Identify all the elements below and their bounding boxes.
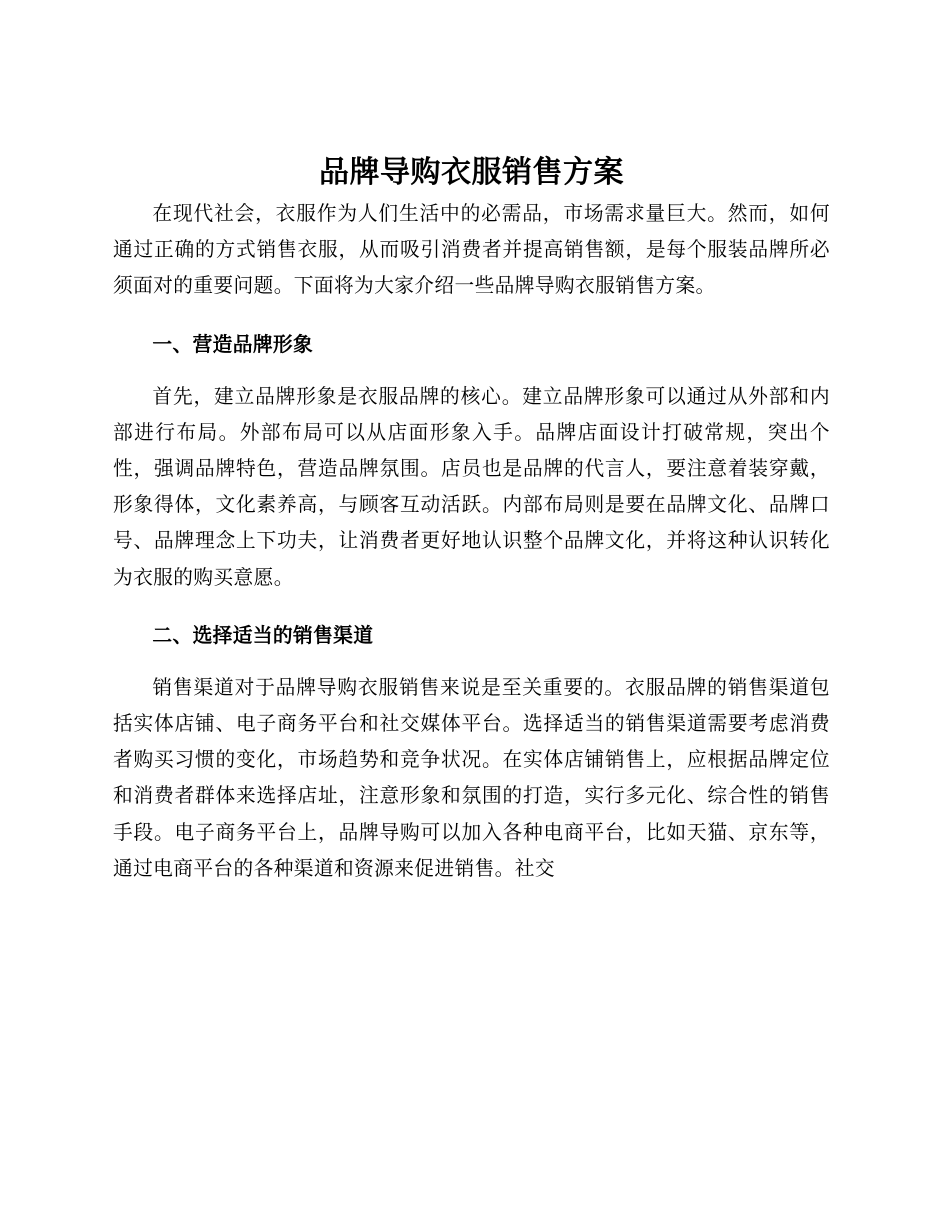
section-body-brand-image: 首先，建立品牌形象是衣服品牌的核心。建立品牌形象可以通过从外部和内部进行布局。外部布局可以从店面形象入手。品牌店面设计打破常规，突出个性，强调品牌特色，营造品牌氛围。店员也是品牌的代言人，要注意着装穿戴，形象得体，文化素养高，与顾客互动活跃。内部布局则是要在品牌文化、品牌口号、品牌理念上下功夫，让消费者更好地认识整个品牌文化，并将这种认识转化为衣服的购买意愿。 — [113, 384, 830, 589]
section-body-sales-channels: 销售渠道对于品牌导购衣服销售来说是至关重要的。衣服品牌的销售渠道包括实体店铺、电子商务平台和社交媒体平台。选择适当的销售渠道需要考虑消费者购买习惯的变化，市场趋势和竞争状况。在实体店铺销售上，应根据品牌定位和消费者群体来选择店址，注意形象和氛围的打造，实行多元化、综合性的销售手段。电子商务平台上，品牌导购可以加入各种电商平台，比如天猫、京东等，通过电商平台的各种渠道和资源来促进销售。社交 — [113, 675, 830, 880]
intro-paragraph: 在现代社会，衣服作为人们生活中的必需品，市场需求量巨大。然而，如何通过正确的方式销售衣服，从而吸引消费者并提高销售额，是每个服装品牌所必须面对的重要问题。下面将为大家介绍一些品牌导购衣服销售方案。 — [113, 202, 830, 298]
document-title: 品牌导购衣服销售方案 — [319, 155, 624, 190]
section-heading-brand-image: 一、营造品牌形象 — [152, 332, 314, 356]
document-page — [113, 150, 830, 887]
section-heading-sales-channels: 二、选择适当的销售渠道 — [152, 623, 374, 647]
